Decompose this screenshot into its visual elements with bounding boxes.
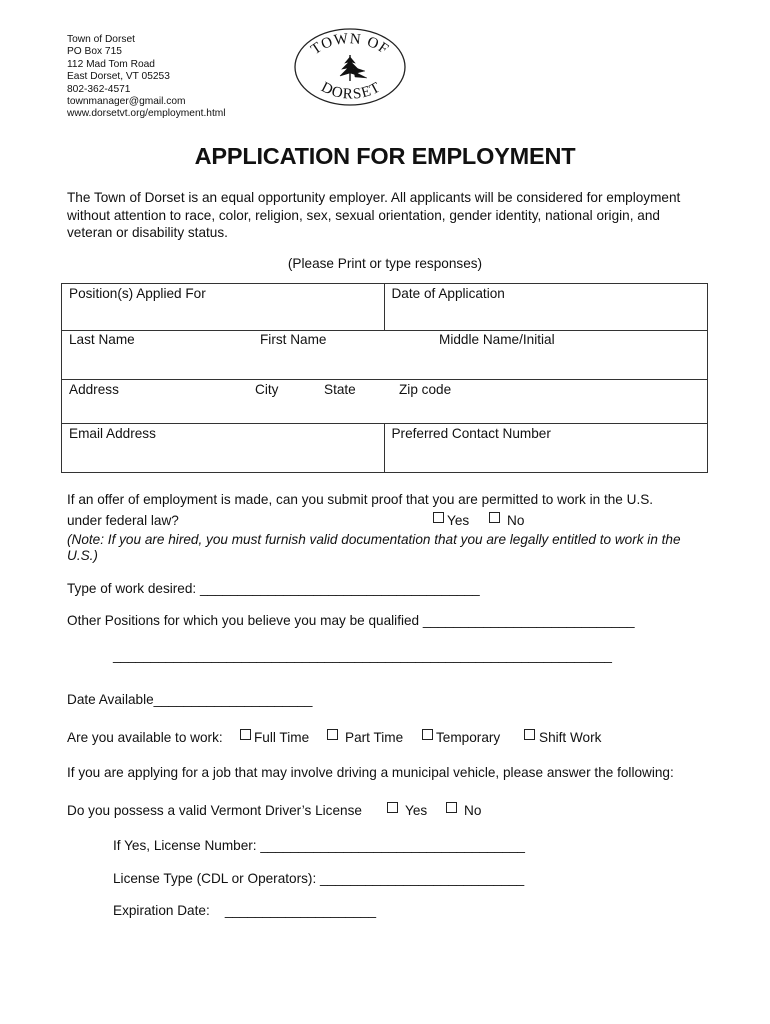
- temporary-label: Temporary: [436, 730, 501, 745]
- middle-name-label: Middle Name/Initial: [439, 332, 555, 347]
- address-cell[interactable]: [62, 380, 708, 424]
- page-title: APPLICATION FOR EMPLOYMENT: [194, 143, 576, 169]
- position-applied-label: Position(s) Applied For: [69, 286, 206, 301]
- date-of-application-cell[interactable]: [385, 284, 708, 331]
- preferred-contact-label: Preferred Contact Number: [391, 426, 551, 441]
- license-type-field[interactable]: License Type (CDL or Operators): ___________________________: [113, 871, 525, 886]
- full-time-label: Full Time: [254, 730, 310, 745]
- email-cell[interactable]: [62, 424, 385, 473]
- work-proof-yes-label: Yes: [447, 513, 470, 528]
- part-time-checkbox[interactable]: [327, 729, 338, 740]
- full-time-checkbox[interactable]: [240, 729, 251, 740]
- email-line: townmanager@gmail.com: [67, 96, 186, 108]
- pine-tree-icon: [340, 55, 367, 81]
- availability-question: Are you available to work:: [67, 730, 223, 745]
- logo-top-text: TOWN OF: [308, 31, 392, 59]
- eeo-statement: The Town of Dorset is an equal opportunity employer. All applicants will be considered for employment without attention to race, color, religion, sex, sexual orientation, gender identity, national origin, and veteran or disability status.: [67, 190, 681, 240]
- town-seal-logo: [293, 27, 407, 107]
- print-instruction: (Please Print or type responses): [287, 256, 483, 271]
- name-cell[interactable]: [62, 331, 708, 380]
- website-line: www.dorsetvt.org/employment.html: [67, 108, 226, 120]
- svg-text:DORSET: [318, 79, 383, 102]
- phone-line: 802-362-4571: [67, 83, 131, 95]
- license-no-label: No: [464, 803, 482, 818]
- logo-bottom-text: DORSET: [318, 79, 384, 103]
- other-positions-line2[interactable]: __________________________________________________________________: [113, 648, 612, 663]
- license-question: Do you possess a valid Vermont Driver’s License: [67, 803, 362, 818]
- part-time-label: Part Time: [345, 730, 404, 745]
- last-name-label: Last Name: [69, 332, 135, 347]
- position-applied-cell[interactable]: [62, 284, 385, 331]
- work-proof-yes-checkbox[interactable]: [433, 512, 444, 523]
- work-proof-note-cont: U.S.): [67, 548, 98, 563]
- temporary-checkbox[interactable]: [422, 729, 433, 740]
- license-no-checkbox[interactable]: [446, 802, 457, 813]
- work-proof-no-label: No: [507, 513, 525, 528]
- work-proof-question-cont: under federal law?: [67, 513, 179, 528]
- first-name-label: First Name: [260, 332, 327, 347]
- driving-intro: If you are applying for a job that may involve driving a municipal vehicle, please answer the following:: [67, 765, 674, 780]
- license-yes-label: Yes: [405, 803, 428, 818]
- address-line: PO Box 715: [67, 46, 122, 58]
- other-positions-field[interactable]: Other Positions for which you believe you may be qualified ____________________________: [67, 613, 635, 628]
- address-label: Address: [69, 382, 119, 397]
- email-label: Email Address: [69, 426, 156, 441]
- shift-work-checkbox[interactable]: [524, 729, 535, 740]
- license-yes-checkbox[interactable]: [387, 802, 398, 813]
- shift-work-label: Shift Work: [539, 730, 602, 745]
- work-proof-question: If an offer of employment is made, can you submit proof that you are permitted to work in the U.S.: [67, 492, 654, 507]
- license-expiration-field[interactable]: Expiration Date: ____________________: [113, 903, 377, 918]
- work-proof-note: (Note: If you are hired, you must furnish valid documentation that you are legally entitled to work in the: [67, 532, 681, 547]
- date-available-field[interactable]: Date Available_____________________: [67, 692, 313, 707]
- zip-label: Zip code: [399, 382, 452, 397]
- address-line: Town of Dorset: [67, 34, 135, 45]
- applicant-info-table: [61, 283, 708, 473]
- date-of-application-label: Date of Application: [391, 286, 505, 301]
- state-label: State: [324, 382, 356, 397]
- type-of-work-field[interactable]: Type of work desired: _____________________________________: [67, 581, 480, 596]
- address-line: 112 Mad Tom Road: [67, 58, 155, 70]
- preferred-contact-cell[interactable]: [385, 424, 708, 473]
- city-label: City: [255, 382, 279, 397]
- license-number-field[interactable]: If Yes, License Number: ___________________________________: [113, 838, 525, 853]
- address-line: East Dorset, VT 05253: [67, 71, 170, 83]
- work-proof-no-checkbox[interactable]: [489, 512, 500, 523]
- town-address-block: [67, 34, 226, 121]
